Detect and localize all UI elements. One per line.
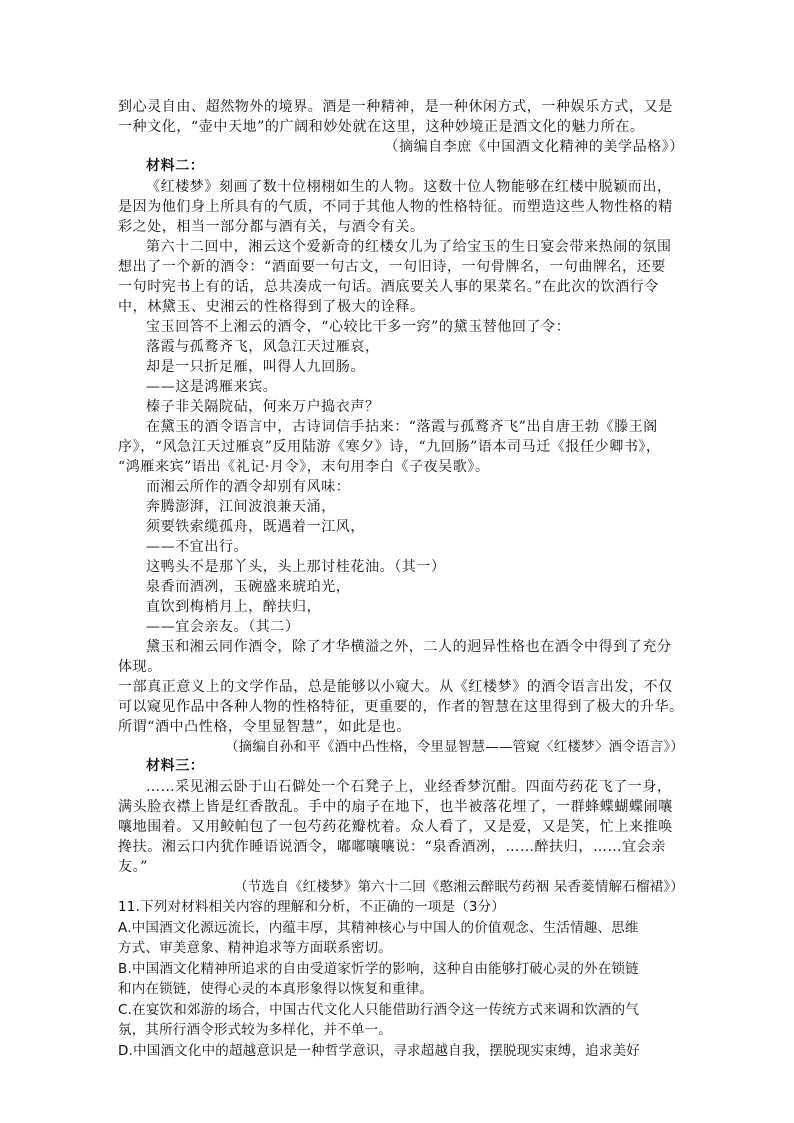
- poem-line: 这鸭头不是那丫头，头上那讨桂花油。（其一）: [146, 559, 446, 575]
- text-line: ……采见湘云卧于山石僻处一个石凳子上，业经香梦沉酣。四面芍药花飞了一身，: [146, 779, 672, 795]
- text-line: 满头脸衣襟上皆是红香散乱。手中的扇子在地下，也半被落花埋了，一群蜂蝶蝴蝶闹嚷: [118, 799, 673, 815]
- text-line: 宝玉回答不上湘云的酒令，“心较比干多一窍”的黛玉替他回了令：: [146, 319, 571, 335]
- text-line: 黛玉和湘云同作酒令，除了才华横溢之外，二人的迥异性格也在酒令中得到了充分: [146, 639, 672, 655]
- poem-line: ——这是鸿雁来宾。: [146, 379, 278, 395]
- poem-line: 却是一只折足雁，叫得人九回肠。: [146, 359, 365, 375]
- option-line: 氛，其所行酒令形式较为多样化，并不单一。: [118, 1022, 392, 1038]
- poem-line: 奔腾澎湃，江间波浪兼天涌，: [146, 499, 336, 515]
- text-line: 《红楼梦》刻画了数十位栩栩如生的人物。这数十位人物能够在红楼中脱颖而出，: [146, 179, 672, 195]
- text-line: 一句时宪书上有的话，总共凑成一句话。酒底要关人事的果菜名。”在此次的饮酒行令: [118, 279, 659, 295]
- text-line: 序》，“风急江天过雁哀”反用陆游《寒夕》诗，“九回肠”语本司马迁《报任少卿书》，: [118, 439, 661, 455]
- poem-line: ——宜会亲友。（其二）: [146, 619, 300, 635]
- text-line: 一种文化，“壶中天地”的广阔和妙处就在这里，这种妙境正是酒文化的魅力所在。: [118, 119, 645, 135]
- source-citation: （摘编自李庶《中国酒文化精神的美学品格》）: [384, 139, 684, 155]
- option-line: 和内在锁链，使得心灵的本真形象得以恢复和重律。: [118, 981, 434, 997]
- poem-line: 榛子非关隔院砧，何来万户捣衣声？: [146, 399, 380, 415]
- option-line: 方式、审美意象、精神追求等方面联系密切。: [118, 940, 392, 956]
- section-heading: 材料二：: [146, 158, 205, 174]
- text-line: 一部真正意义上的文学作品，总是能够以小窥大。从《红楼梦》的酒令语言出发，不仅: [118, 679, 673, 695]
- text-line: “鸿雁来宾”语出《礼记·月令》，末句用李白《子夜吴歌》。: [118, 459, 490, 475]
- poem-line: ——不宜出行。: [146, 539, 249, 555]
- text-line: 第六十二回中，湘云这个爱新奇的红楼女儿为了给宝玉的生日宴会带来热闹的氛围: [146, 239, 672, 255]
- source-citation: （节选自《红楼梦》第六十二回《憨湘云醉眠芍药裀 呆香菱情解石榴裙》）: [234, 879, 684, 895]
- text-line: 到心灵自由、超然物外的境界。酒是一种精神，是一种休闲方式，一种娱乐方式，又是: [118, 99, 673, 115]
- option-line: D.中国酒文化中的超越意识是一种哲学意识，寻求超越自我，摆脱现实束缚，追求美好: [118, 1043, 640, 1059]
- option-line: A.中国酒文化源远流长，内蕴丰厚，其精神核心与中国人的价值观念、生活情趣、思维: [118, 920, 639, 936]
- text-line: 中，林黛玉、史湘云的性格得到了极大的诠释。: [118, 299, 425, 315]
- text-line: 在黛玉的酒令语言中，古诗词信手拈来：“落霞与孤鹜齐飞”出自唐王勃《滕王阁: [146, 419, 658, 435]
- text-line: 可以窥见作品中各种人物的性格特征，更重要的，作者的智慧在这里得到了极大的升华。: [118, 699, 684, 715]
- section-heading: 材料三：: [146, 758, 205, 774]
- poem-line: 泉香而酒冽，玉碗盛来琥珀光，: [146, 579, 351, 595]
- option-line: B.中国酒文化精神所追求的自由受道家忻学的影响，这种自由能够打破心灵的外在锁链: [118, 961, 639, 977]
- text-line: 所谓“酒中凸性格，令里显智慧”，如此是也。: [118, 719, 411, 735]
- text-line: 想出了一个新的酒令：“酒面要一句古文，一句旧诗，一句骨牌名，一句曲牌名，还要: [118, 259, 666, 275]
- text-line: 体现。: [118, 659, 162, 675]
- text-line: 搀扶。湘云口内犹作睡语说酒令，嘟嘟嚷嚷说：“泉香酒冽，……醉扶归，……宜会亲: [118, 839, 666, 855]
- question-stem: 11.下列对材料相关内容的理解和分析，不正确的一项是（3分）: [118, 899, 506, 915]
- poem-line: 须要铁索缆孤舟，既遇着一江风，: [146, 519, 365, 535]
- text-line: 是因为他们身上所具有的气质，不同于其他人物的性格特征。而塑造这些人物性格的精: [118, 199, 673, 215]
- poem-line: 直饮到梅梢月上，醉扶归，: [146, 599, 322, 615]
- source-citation: （摘编自孙和平《酒中凸性格，令里显智慧——管窥〈红楼梦〉酒令语言》）: [224, 739, 684, 755]
- text-line: 而湘云所作的酒令却别有风味：: [146, 479, 351, 495]
- text-line: 彩之处，相当一部分都与酒有关，与酒令有关。: [118, 219, 425, 235]
- text-line: 嚷地围着。又用鲛帕包了一包芍药花瓣枕着。众人看了，又是爱，又是笑，忙上来推唤: [118, 819, 673, 835]
- text-line: 友。”: [118, 859, 148, 875]
- option-line: C.在宴饮和郊游的场合，中国古代文化人只能借助行酒令这一传统方式来调和饮酒的气: [118, 1002, 640, 1018]
- poem-line: 落霞与孤鹜齐飞，风急江天过雁哀，: [146, 339, 380, 355]
